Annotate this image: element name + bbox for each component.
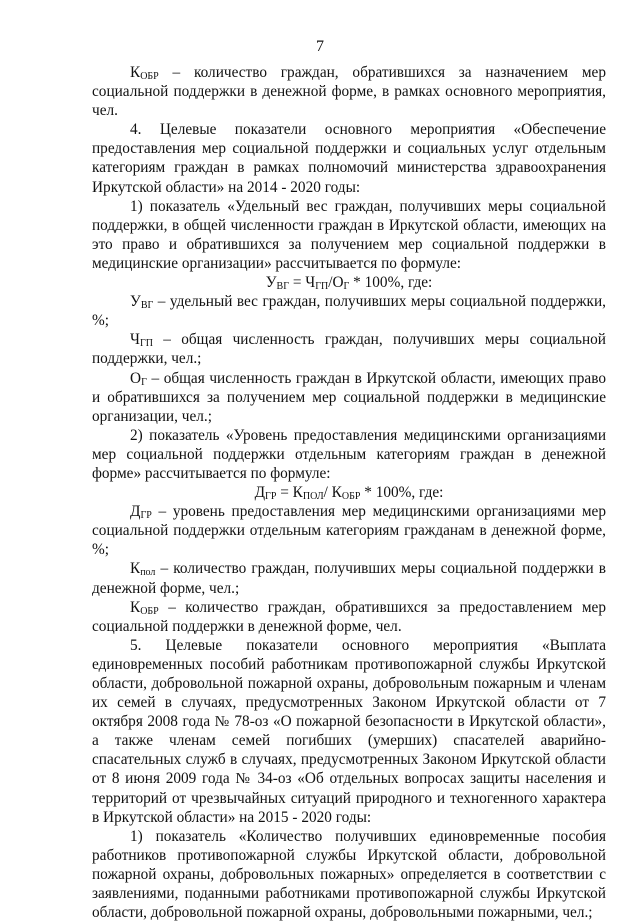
formula: $У_{ВГ} = Ч_{ГП}/О_Г * 100\%$, где: xyxy=(265,274,433,293)
paragraph: 2) показатель «Уровень предоставления медицинскими организациями мер социальной поддержки отдельным категориям граждан в денежной форме» рассчитывается по формуле: xyxy=(92,426,606,482)
formula: $Д_{ГР} = К_{ПОЛ}/$ $К_{ОБР} * 100\%$, где: xyxy=(254,484,444,503)
variable-definition: $К_{ОБР}$ – количество граждан, обратившихся за предоставлением мер социальной поддержки в денежной форме, чел. xyxy=(92,598,606,635)
variable-definition: $К_{пол}$ – количество граждан, получивших меры социальной поддержки в денежной форме, чел.; xyxy=(92,560,606,597)
variable-definition: $Ч_{ГП}$ – общая численность граждан, получивших меры социальной поддержки, чел.; xyxy=(92,331,606,368)
page-number: 7 xyxy=(316,38,324,55)
paragraph: 1) показатель «Удельный вес граждан, получивших меры социальной поддержки, в общей численности граждан в Иркутской области, имеющих на это право и обратившихся за получением мер социальной поддержки в медицинские организации» рассчитывается по формуле: xyxy=(92,197,606,272)
document-body xyxy=(92,63,606,922)
variable-definition: $Д_{ГР}$ – уровень предоставления мер медицинскими организациями мер социальной поддержки отдельным категориям гражданам в денежной форме, %; xyxy=(92,503,606,559)
variable-definition: $У_{ВГ}$ – удельный вес граждан, получивших меры социальной поддержки, %; xyxy=(92,293,606,330)
paragraph: 4. Целевые показатели основного мероприятия «Обеспечение предоставления мер социальной поддержки и социальных услуг отдельным категориям граждан в рамках полномочий министерства здравоохранения Иркутской области» на 2014 - 2020 годы: xyxy=(92,121,606,196)
variable-definition: $О_Г$ – общая численность граждан в Иркутской области, имеющих право и обратившихся за получением мер социальной поддержки в медицинские организации, чел.; xyxy=(92,369,606,425)
variable-definition: $К_{ОБР}$ – количество граждан, обратившихся за назначением мер социальной поддержки в денежной форме, в рамках основного мероприятия, чел. xyxy=(92,64,606,120)
paragraph: 5. Целевые показатели основного мероприятия «Выплата единовременных пособий работникам противопожарной службы Иркутской области, добровольной пожарной охраны, добровольным пожарным и членам их семей в случаях, предусмотренных Законом Иркутской области от 7 октября 2008 года № 78-оз «О пожарной безопасности в Иркутской области», а также членам семей погибших (умерших) спасателей аварийно-спасательных служб в случаях, предусмотренных Законом Иркутской области от 8 июня 2009 года № 34-оз «Об отдельных вопросах защиты населения и территорий от чрезвычайных ситуаций природного и техногенного характера в Иркутской области» на 2015 - 2020 годы: xyxy=(92,636,606,826)
paragraph: 1) показатель «Количество получивших единовременные пособия работников противопожарной службы Иркутской области, добровольной пожарной охраны, добровольных пожарных» определяется в соответствии с заявлениями, поданными работниками противопожарной службы Иркутской области, добровольной пожарной охраны, добровольными пожарными, чел.; xyxy=(92,827,606,922)
